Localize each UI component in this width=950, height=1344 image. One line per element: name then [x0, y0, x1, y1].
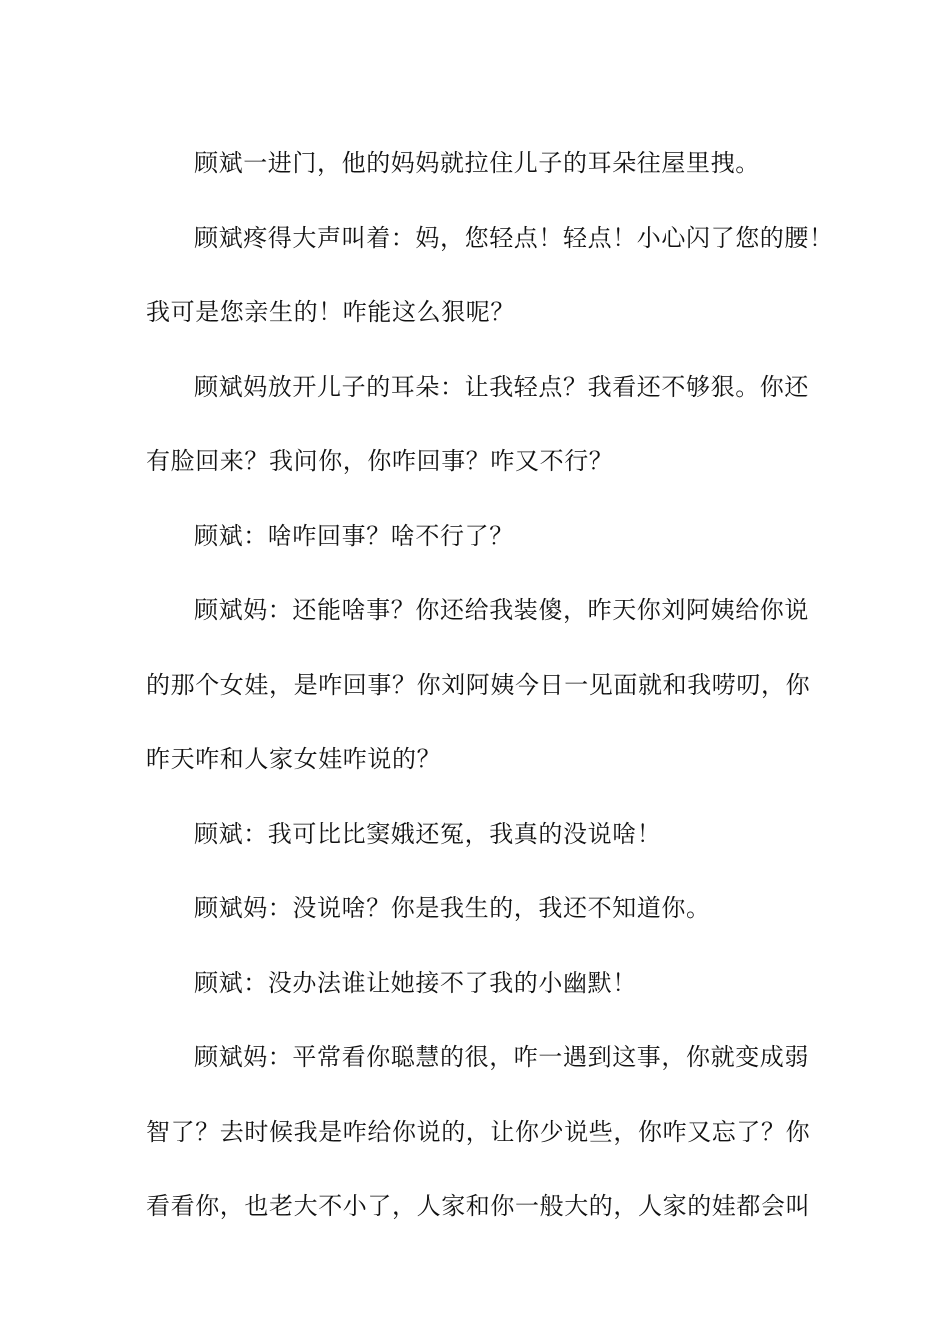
text-line: 我可是您亲生的！咋能这么狠呢？	[146, 298, 515, 326]
text-line: 看看你，也老大不小了，人家和你一般大的，人家的娃都会叫	[146, 1192, 811, 1220]
text-line: 顾斌妈：没说啥？你是我生的，我还不知道你。	[194, 894, 711, 922]
text-line: 顾斌一进门，他的妈妈就拉住儿子的耳朵往屋里拽。	[194, 149, 760, 177]
text-line: 昨天咋和人家女娃咋说的？	[146, 745, 442, 773]
text-line: 顾斌：啥咋回事？啥不行了？	[194, 521, 514, 550]
text-line: 顾斌：我可比比窦娥还冤，我真的没说啥！	[194, 819, 662, 848]
text-line: 顾斌妈：平常看你聪慧的很，咋一遇到这事，你就变成弱	[194, 1043, 809, 1071]
text-line: 顾斌：没办法谁让她接不了我的小幽默！	[194, 968, 637, 997]
text-line: 顾斌妈放开儿子的耳朵：让我轻点？我看还不够狠。你还	[194, 372, 809, 401]
document-body	[146, 126, 834, 1244]
text-line: 智了？去时候我是咋给你说的，让你少说些，你咋又忘了？你	[146, 1117, 811, 1146]
text-line: 顾斌疼得大声叫着：妈，您轻点！轻点！小心闪了您的腰！	[194, 223, 834, 252]
text-line: 的那个女娃，是咋回事？你刘阿姨今日一见面就和我唠叨，你	[146, 670, 811, 699]
text-line: 顾斌妈：还能啥事？你还给我装傻，昨天你刘阿姨给你说	[194, 596, 809, 624]
text-line: 有脸回来？我问你，你咋回事？咋又不行？	[146, 447, 614, 475]
